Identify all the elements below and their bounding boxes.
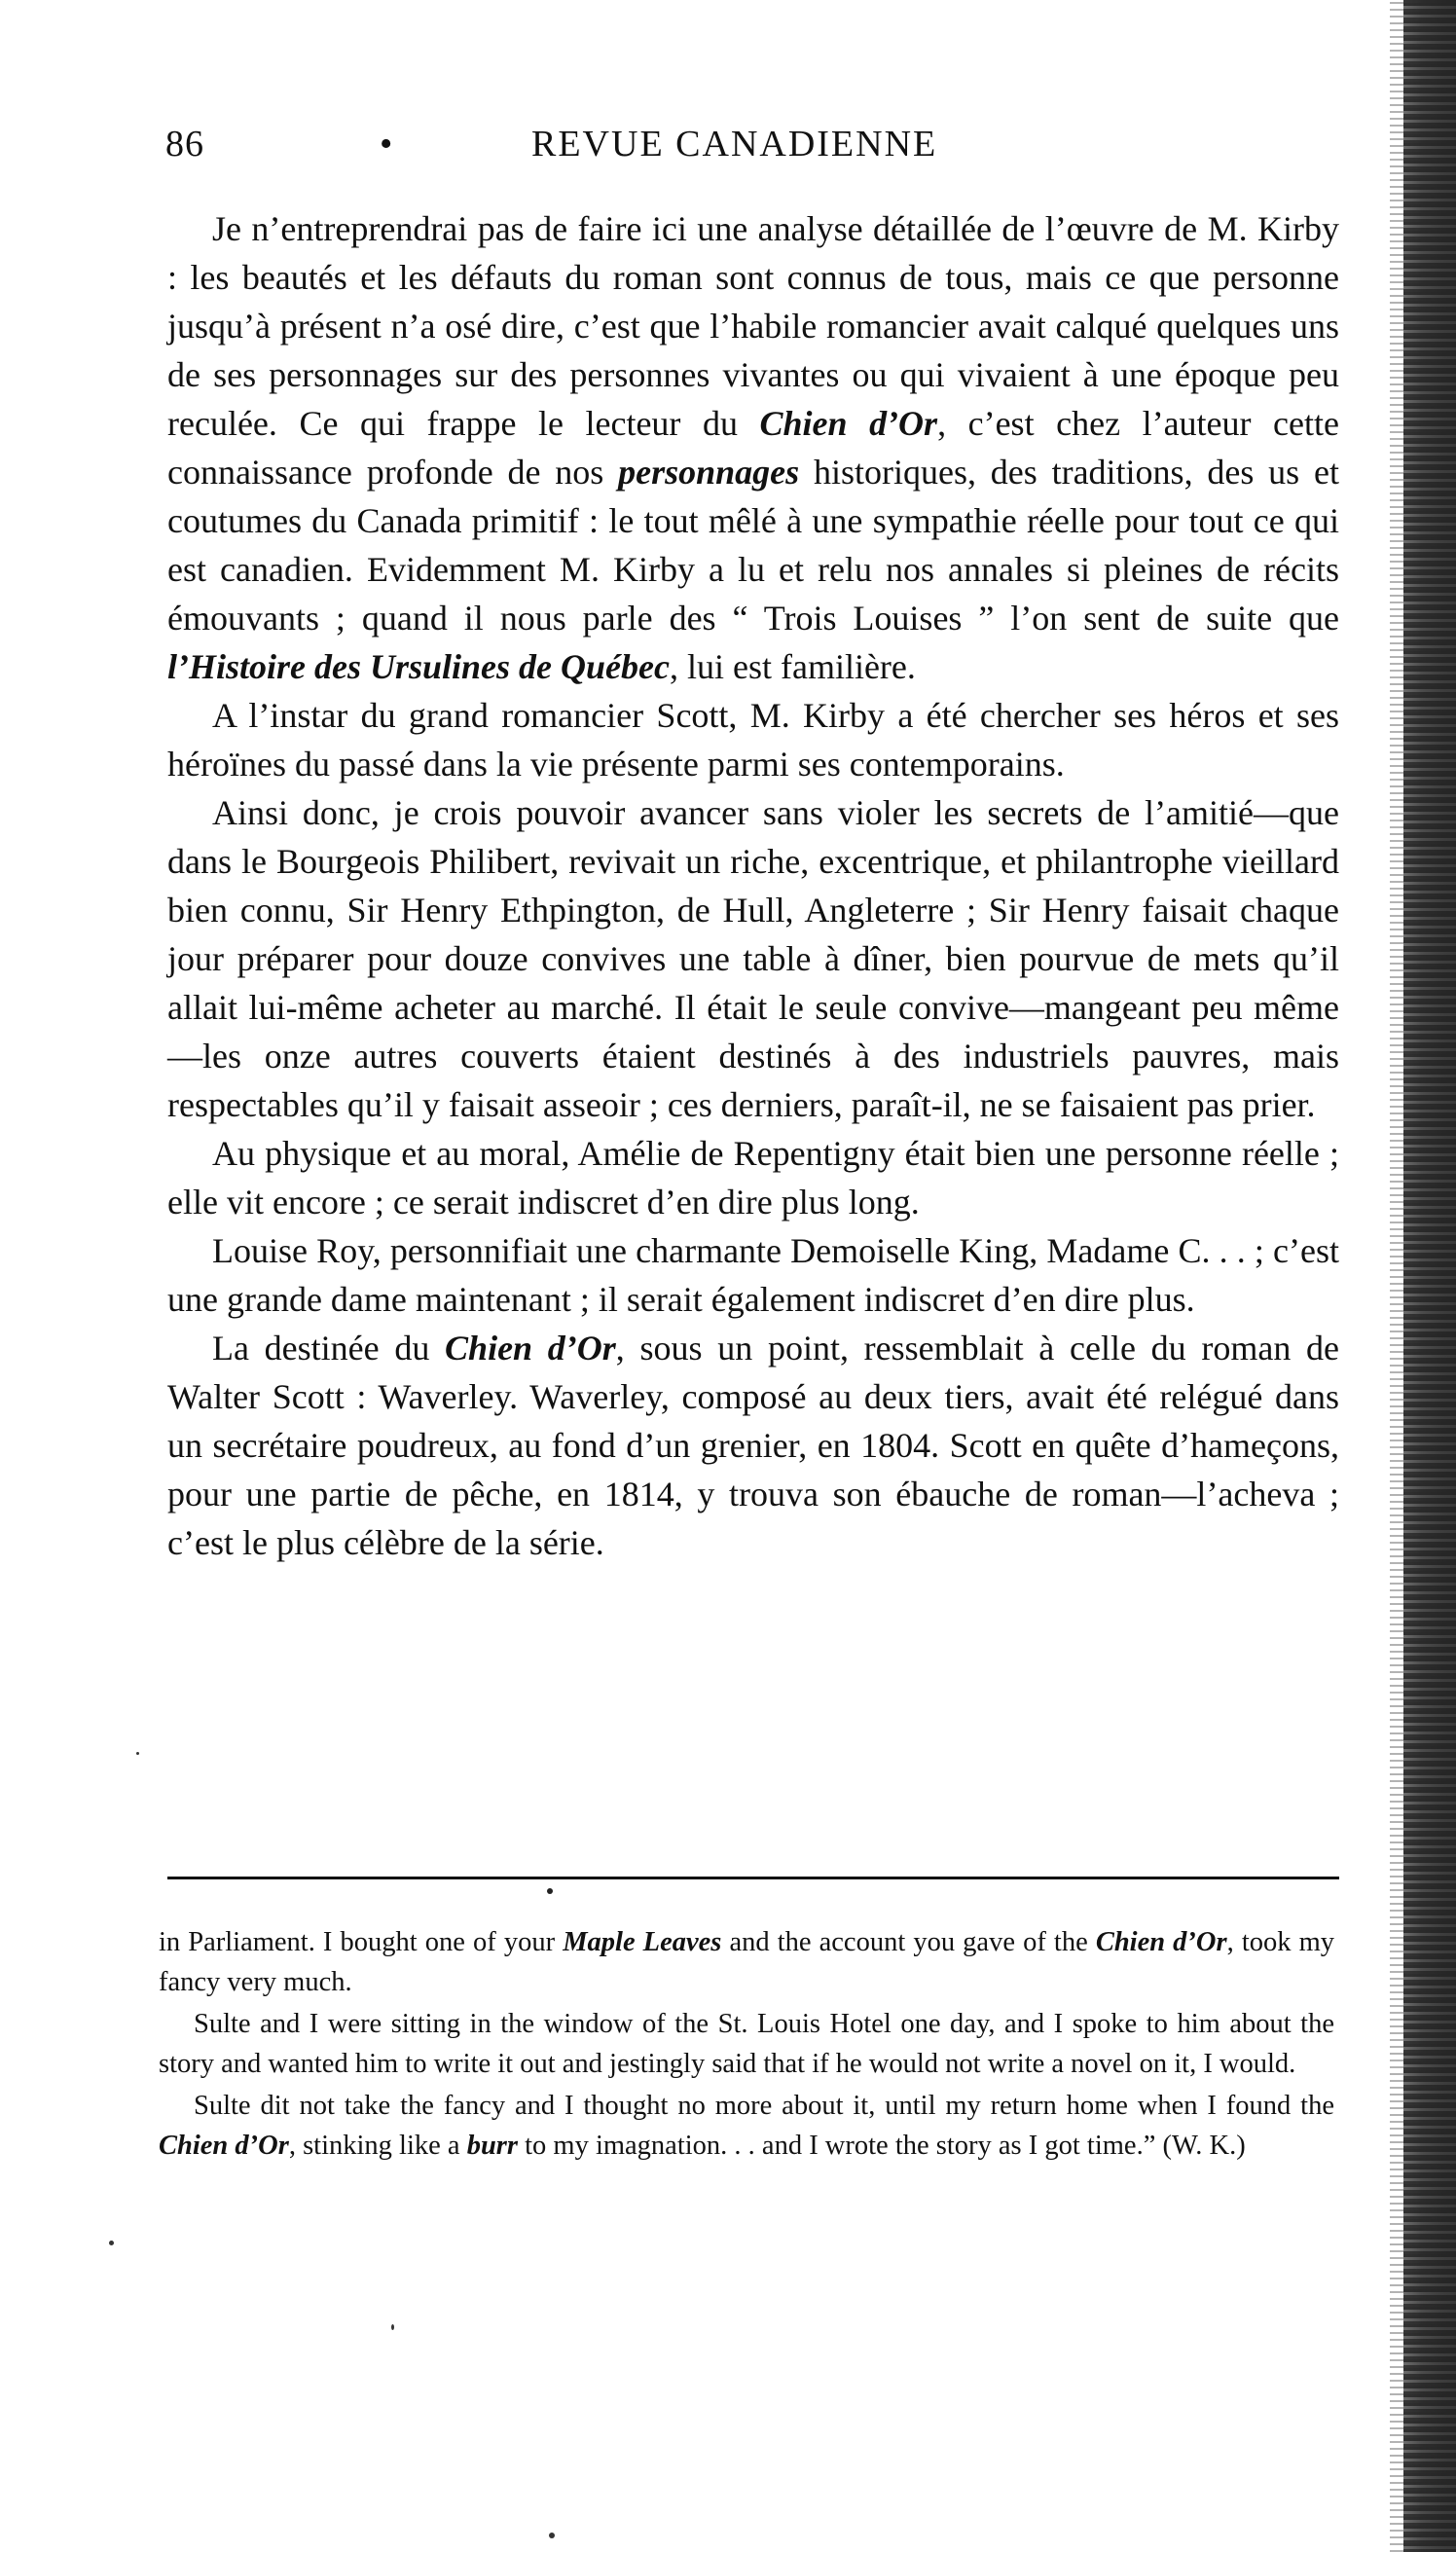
title-chien-dor: Chien d’Or (1095, 1927, 1227, 1957)
paragraph-1: Je n’entreprendrai pas de faire ici une analyse détaillée de l’œuvre de M. Kirby : les beautés et les défauts du roman sont connus de tous, mais ce que personne jusqu’à présent n’a osé dire, c’est que l’habile romancier avait calqué quelques uns de ses personnages sur des personnes vivantes ou qui vivaient à une époque peu reculée. Ce qui frappe le lecteur du Chien d’Or, c’est chez l’auteur cette connaissance profonde de nos personnages historiques, des traditions, des us et coutumes du Canada primitif : le tout mêlé à une sympathie réelle pour tout ce qui est canadien. Evidemment M. Kirby a lu et relu nos annales si pleines de récits émouvants ; quand il nous parle des “ Trois Louises ” l’on sent de suite que l’Histoire des Ursulines de Québec, lui est familière. (167, 209, 1339, 686)
title-chien-dor: Chien d’Or (159, 2130, 289, 2161)
page-binding-edge (1403, 0, 1456, 2552)
title-chien-dor: Chien d’Or (759, 404, 938, 443)
divider-dot (547, 1888, 553, 1894)
footnote-paragraph-2: Sulte and I were sitting in the window of the St. Louis Hotel one day, and I spoke to him about the story and wanted him to write it out and jestingly said that if he would not write a novel on it, I would. (159, 2009, 1334, 2079)
scan-speck (136, 1752, 139, 1755)
paragraph-5: Louise Roy, personnifiait une charmante Demoiselle King, Madame C. . . ; c’est une grande dame maintenant ; il serait également indiscret d’en dire plus. (167, 1231, 1339, 1319)
header-separator: • (380, 124, 393, 164)
article-body (167, 204, 1339, 1567)
page-number: 86 (165, 124, 204, 164)
title-chien-dor: Chien d’Or (445, 1329, 616, 1367)
paragraph-2: A l’instar du grand romancier Scott, M. Kirby a été chercher ses héros et ses héroïnes du passé dans la vie présente parmi ses contemporains. (167, 696, 1339, 784)
title-histoire-ursulines: l’Histoire des Ursulines de Québec (167, 647, 670, 686)
emphasis-personnages: personnages (618, 453, 800, 492)
running-title: REVUE CANADIENNE (531, 124, 938, 164)
footnote-paragraph-1: in Parliament. I bought one of your Maple Leaves and the account you gave of the Chien d’Or, took my fancy very much. (159, 1927, 1335, 1997)
scan-speck (549, 2533, 555, 2538)
footnote-paragraph-3: Sulte dit not take the fancy and I thought no more about it, until my return home when I found the Chien d’Or, stinking like a burr to my imagnation. . . and I wrote the story as I got time.” (W. K.) (159, 2091, 1334, 2161)
paragraph-6: La destinée du Chien d’Or, sous un point, ressemblait à celle du roman de Walter Scott : Waverley. Waverley, composé au deux tiers, avait été relégué dans un secrétaire poudreux, au fond d’un grenier, en 1804. Scott en quête d’hameçons, pour une partie de pêche, en 1814, y trouva son ébauche de roman—l’acheva ; c’est le plus célèbre de la série. (167, 1329, 1340, 1562)
scan-speck (109, 2241, 114, 2245)
emphasis-burr: burr (466, 2130, 518, 2161)
page-header (165, 123, 1333, 181)
title-maple-leaves: Maple Leaves (563, 1927, 722, 1957)
scan-speck (391, 2324, 394, 2330)
footnote (159, 1923, 1334, 2169)
paragraph-4: Au physique et au moral, Amélie de Repentigny était bien une personne réelle ; elle vit encore ; ce serait indiscret d’en dire plus long. (167, 1134, 1339, 1221)
footnote-divider (167, 1877, 1339, 1879)
paragraph-3: Ainsi donc, je crois pouvoir avancer sans violer les secrets de l’amitié—que dans le Bourgeois Philibert, revivait un riche, excentrique, et philantrophe vieillard bien connu, Sir Henry Ethpington, de Hull, Angleterre ; Sir Henry faisait chaque jour préparer pour douze convives une table à dîner, bien pourvue de mets qu’il allait lui-même acheter au marché. Il était le seule convive—mangeant peu même—les onze autres couverts étaient destinés à des industriels pauvres, mais respectables qu’il y faisait asseoir ; ces derniers, paraît-il, ne se faisaient pas prier. (167, 793, 1339, 1124)
